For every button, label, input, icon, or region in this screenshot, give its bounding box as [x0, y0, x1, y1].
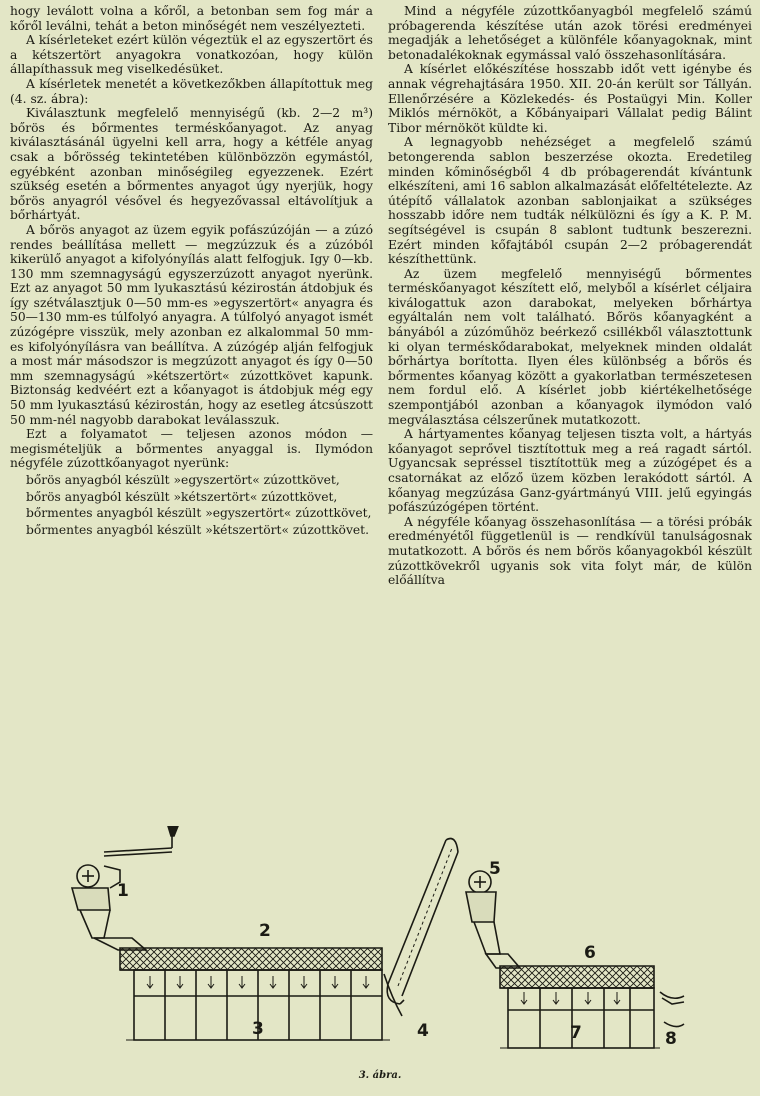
list-item: bőrös anyagból készült »kétszertört« zúzottkövet,	[26, 489, 338, 504]
right-text-column	[388, 4, 752, 588]
left-text-column	[10, 4, 373, 537]
label-5: 5	[489, 859, 501, 879]
paragraph: A legnagyobb nehézséget a megfelelő számú betongerenda sablon beszerzése okozta. Eredetileg minden kőminőségből 4 db próbagerendát kívántunk elkészíteni, ami 16 sablon alkalmazását előfeltételezte. Az útépítő vállalatok azonban sablonjaikat a szükséges hosszabb időre nem tudták nélkülözni és így a K. P. M. segítségével is csupán 8 sablont tudtunk beszerezni. Ezért minden kőfajtából csupán 2—2 próbagerendát készíthettünk.	[388, 135, 752, 267]
label-4: 4	[417, 1021, 429, 1041]
screen-2	[120, 948, 382, 970]
label-7: 7	[570, 1023, 582, 1043]
paragraph: A hártyamentes kőanyag teljesen tiszta volt, a hártyás kőanyagot seprővel tisztítottuk meg a reá ragadt sártól. Ugyancsak sepréssel tisztítottük meg a zúzógépet és a csatornákat az előző üzem közben lerakódott sártól. A kőanyag megzúzása Ganz-gyártmányú VIII. jelű egyingás pofászúzógépen történt.	[388, 427, 752, 515]
paragraph: A kísérletek menetét a következőkben állapítottuk meg (4. sz. ábra):	[10, 76, 373, 106]
outlet-8	[660, 992, 684, 1027]
feed-hopper-icon	[104, 826, 178, 856]
paragraph: Az üzem megfelelő mennyiségű bőrmentes terméskőanyagot készített elő, melyből a kísérlet céljaira kiválogattuk azon darabokat, melyeken bőrhártya egyáltalán nem volt található. Bőrös kőanyagként a bányából a zúzóműhöz beérkező csillékből választottunk ki olyan terméskődarabokat, melyeknek minden oldalát bőrhártya borította. Ilyen éles különbség a bőrös és bőrmentes kőanyag között a gyakorlatban természetesen nem fordul elő. A kísérlet jobb kiértékelhetősége szempontjából azonban a kőanyagok ilymódon való megválasztása célszerűnek mutatkozott.	[388, 266, 752, 427]
label-8: 8	[665, 1029, 677, 1049]
discharge-2	[384, 974, 402, 1016]
paragraph: A bőrös anyagot az üzem egyik pofászúzóján — a zúzó rendes beállítása mellett — megzúzzuk és a zúzóból kikerülő anyagot a kifolyónyílás alatt felfogjuk. Igy 0—kb. 130 mm szemnagyságú egyszerzúzott anyagot nyerünk. Ezt az anyagot 50 mm lyukasztású kézirostán átdobjuk és így szétválasztjuk 0—50 mm-es »egyszertört« anyagra és 50—130 mm-es túlfolyó anyagra. A túlfolyó anyagot ismét zúzógépre visszük, mely azonban ez alkalommal 50 mm-es kifolyónyílásra van beállítva. A zúzógép alján felfogjuk a most már másodszor is megzúzott anyagot és így 0—50 mm szemnagyságú »kétszertört« zúzottkövet kapunk. Biztonság kedvéért ezt a kőanyagot is átdobjuk még egy 50 mm lyukasztású kézirostán, hogy az esetleg átcsúszott 50 mm-nél nagyobb darabokat leválasszuk.	[10, 222, 373, 427]
paragraph: A kísérleteket ezért külön végeztük el az egyszertört és a kétszertört anyagokra vonatkozóan, hogy külön állapíthassuk meg viselkedésüket.	[10, 33, 373, 77]
screen-6	[500, 966, 654, 988]
jaw-crusher-1-icon	[72, 865, 120, 938]
bucket-elevator-4	[387, 839, 458, 1005]
figure-crushing-plant	[0, 826, 760, 1096]
label-6: 6	[584, 943, 596, 963]
figure-caption: 3. ábra.	[358, 1070, 402, 1081]
label-2: 2	[259, 921, 271, 941]
paragraph: Kiválasztunk megfelelő mennyiségű (kb. 2—2 m³) bőrös és bőrmentes terméskőanyagot. Az anyag kiválasztásánál ügyelni kell arra, hogy a kétféle anyag csak a bőrösség tekintetében különbözzön egymástól, egyébként azonban minőségileg egyezzenek. Ezért szükség esetén a bőrmentes anyagot úgy nyerjük, hogy bőrös anyagról vésővel és hegyezővassal eltávolítjuk a bőrhártyát.	[10, 106, 373, 223]
label-3: 3	[252, 1019, 264, 1039]
flow-arrows-7	[521, 992, 620, 1004]
paragraph: Ezt a folyamatot — teljesen azonos módon — megismételjük a bőrmentes anyaggal is. Ilymódon négyféle zúzottkőanyagot nyerünk:	[10, 427, 373, 471]
plant-diagram	[0, 826, 760, 1096]
paragraph: hogy leválott volna a kőről, a betonban sem fog már a kőről leválni, tehát a beton minőségét nem veszélyezteti.	[10, 4, 373, 33]
list-item: bőrmentes anyagból készült »egyszertört« zúzottkövet,	[26, 506, 372, 521]
label-1: 1	[117, 881, 129, 901]
jaw-crusher-5-icon	[466, 871, 500, 954]
paragraph: A kísérlet előkészítése hosszabb időt vett igénybe és annak végrehajtására 1950. XII. 20-án került sor Tállyán. Ellenőrzésére a Közlekedés- és Postaügyi Min. Koller Miklós mérnököt, a Kőbányaipari Vállalat pedig Bálint Tibor mérnököt küldte ki.	[388, 62, 752, 135]
list-item: bőrös anyagból készült »egyszertört« zúzottkövet,	[26, 473, 340, 487]
paragraph: A négyféle kőanyag összehasonlítása — a törési próbák eredményétől függetlenül is — rendkívül tanulságosnak mutatkozott. A bőrös és nem bőrös kőanyagokból készült zúzottkövekről ugyanis sok vita folyt már, de külön előállítva	[388, 514, 752, 588]
list-item: bőrmentes anyagból készült »kétszertört« zúzottkövet.	[26, 522, 370, 537]
paragraph: Mind a négyféle zúzottkőanyagból megfelelő számú próbagerenda készítése után azok törési eredményei megadják a lehetőséget a különféle kőanyagoknak, mint betonadalékoknak egymással való összehasonlítására.	[388, 4, 752, 62]
